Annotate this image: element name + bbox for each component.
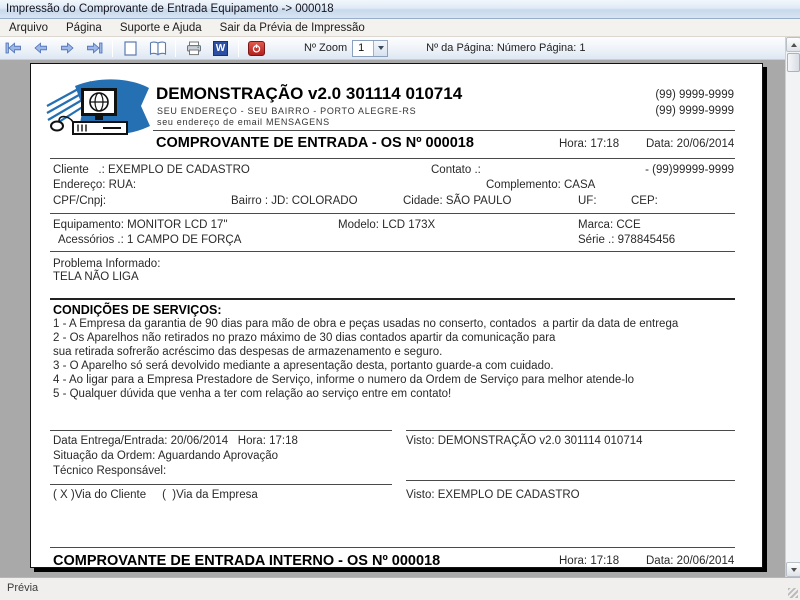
field-complemento: Complemento: CASA — [486, 179, 596, 191]
menu-sair-previa[interactable]: Sair da Prévia de Impressão — [219, 21, 365, 34]
menu-suporte[interactable]: Suporte e Ajuda — [119, 21, 202, 34]
field-data-entrega: Data Entrega/Entrada: 20/06/2014 Hora: 17:18 — [53, 435, 298, 447]
two-page-view-button[interactable] — [145, 38, 170, 58]
close-preview-button[interactable] — [244, 38, 269, 58]
field-modelo: Modelo: LCD 173X — [338, 219, 436, 231]
order-title: COMPROVANTE DE ENTRADA - OS Nº 000018 — [156, 135, 474, 151]
field-marca: Marca: CCE — [578, 219, 641, 231]
first-page-icon — [5, 42, 22, 54]
divider — [50, 430, 392, 431]
field-visto-cliente: Visto: EXEMPLO DE CADASTRO — [406, 489, 580, 501]
chevron-down-icon — [378, 46, 384, 50]
next-page-icon — [60, 42, 75, 54]
prev-page-button[interactable] — [28, 38, 53, 58]
problem-text: TELA NÃO LIGA — [53, 271, 139, 283]
print-icon — [186, 41, 202, 56]
field-endereco: Endereço: RUA: — [53, 179, 137, 191]
scroll-thumb[interactable] — [787, 53, 800, 72]
first-page-button[interactable] — [1, 38, 26, 58]
divider — [406, 430, 735, 431]
internal-time: Hora: 17:18 — [559, 555, 620, 567]
condition-line: 1 - A Empresa da garantia de 90 dias para mão de obra e peças usadas no conserto, contados a partir da data de entrega — [53, 318, 679, 330]
field-cpf: CPF/Cnpj: — [53, 195, 107, 207]
last-page-button[interactable] — [82, 38, 107, 58]
condition-line: sua retirada sofrerão acréscimo das despesas de armazenamento e seguro. — [53, 346, 443, 358]
divider — [50, 298, 735, 300]
company-logo — [45, 76, 151, 140]
divider — [406, 480, 735, 481]
arrow-down-icon — [791, 568, 797, 572]
toolbar-separator — [175, 40, 176, 57]
two-page-icon — [149, 41, 167, 56]
divider — [50, 251, 735, 252]
conditions-title: CONDIÇÕES DE SERVIÇOS: — [53, 303, 222, 317]
word-export-icon: W — [213, 41, 228, 56]
scroll-down-button[interactable] — [786, 562, 800, 577]
window-title: Impressão do Comprovante de Entrada Equipamento -> 000018 — [6, 3, 334, 15]
divider — [50, 158, 735, 159]
single-page-view-button[interactable] — [118, 38, 143, 58]
divider — [50, 547, 735, 548]
field-contato: Contato .: — [431, 164, 481, 176]
field-cliente: Cliente .: EXEMPLO DE CADASTRO — [53, 164, 250, 176]
company-email: seu endereço de email MENSAGENS — [157, 117, 330, 127]
preview-area — [0, 60, 785, 577]
company-phone-2: (99) 9999-9999 — [655, 105, 734, 117]
status-text: Prévia — [7, 582, 39, 594]
divider — [50, 484, 392, 485]
field-cep: CEP: — [631, 195, 658, 207]
scroll-up-button[interactable] — [786, 37, 800, 52]
internal-title: COMPROVANTE DE ENTRADA INTERNO - OS Nº 000018 — [53, 553, 441, 568]
export-word-button[interactable] — [208, 38, 233, 58]
field-vias: ( X )Via do Cliente ( )Via da Empresa — [53, 489, 258, 501]
condition-line: 3 - O Aparelho só será devolvido mediante a apresentação desta, portanto guarde-a com cuidado. — [53, 360, 554, 372]
arrow-up-icon — [791, 43, 797, 47]
field-serie: Série .: 978845456 — [578, 234, 676, 246]
resize-grip[interactable] — [788, 588, 798, 598]
field-tecnico: Técnico Responsável: — [53, 465, 167, 477]
field-cidade: Cidade: SÃO PAULO — [403, 195, 512, 207]
company-name: DEMONSTRAÇÃO v2.0 301114 010714 — [156, 84, 463, 103]
zoom-value: 1 — [358, 41, 365, 54]
title-bar — [0, 0, 800, 19]
field-visto-empresa: Visto: DEMONSTRAÇÃO v2.0 301114 010714 — [406, 435, 643, 447]
field-contato-phone: - (99)99999-9999 — [645, 164, 734, 176]
next-page-button[interactable] — [55, 38, 80, 58]
menu-bar — [0, 19, 800, 37]
condition-line: 5 - Qualquer dúvida que venha a ter com relação ao serviço entre em contato! — [53, 388, 452, 400]
menu-arquivo[interactable]: Arquivo — [9, 21, 48, 34]
print-button[interactable] — [181, 38, 206, 58]
internal-date: Data: 20/06/2014 — [646, 555, 735, 567]
page-number-info: Nº da Página: Número Página: 1 — [426, 42, 586, 54]
company-phone-1: (99) 9999-9999 — [655, 89, 734, 101]
prev-page-icon — [33, 42, 48, 54]
field-acessorios: Acessórios .: 1 CAMPO DE FORÇA — [58, 234, 242, 246]
field-equipamento: Equipamento: MONITOR LCD 17" — [53, 219, 228, 231]
menu-pagina[interactable]: Página — [66, 21, 102, 34]
field-situacao: Situação da Ordem: Aguardando Aprovação — [53, 450, 279, 462]
single-page-icon — [124, 41, 137, 56]
zoom-label: Nº Zoom — [304, 42, 348, 54]
vertical-scrollbar[interactable] — [785, 37, 800, 577]
toolbar-separator — [112, 40, 113, 57]
zoom-dropdown-button[interactable] — [373, 41, 387, 56]
divider — [153, 130, 735, 131]
last-page-icon — [86, 42, 103, 54]
document-page — [30, 63, 763, 568]
company-address: SEU ENDEREÇO - SEU BAIRRO - PORTO ALEGRE-RS — [157, 106, 417, 116]
field-uf: UF: — [578, 195, 597, 207]
condition-line: 2 - Os Aparelhos não retirados no prazo máximo de 30 dias contados apartir da comunicação para — [53, 332, 556, 344]
status-bar — [0, 577, 800, 600]
toolbar — [0, 37, 785, 60]
field-bairro: Bairro : JD: COLORADO — [231, 195, 358, 207]
problem-label: Problema Informado: — [53, 258, 161, 270]
power-close-icon — [248, 41, 265, 56]
divider — [50, 213, 735, 214]
order-date: Data: 20/06/2014 — [646, 138, 735, 150]
condition-line: 4 - Ao ligar para a Empresa Prestadore de Serviço, informe o numero da Ordem de Serviço para melhor atende-lo — [53, 374, 635, 386]
order-time: Hora: 17:18 — [559, 138, 620, 150]
toolbar-separator — [238, 40, 239, 57]
zoom-select[interactable] — [352, 40, 388, 57]
